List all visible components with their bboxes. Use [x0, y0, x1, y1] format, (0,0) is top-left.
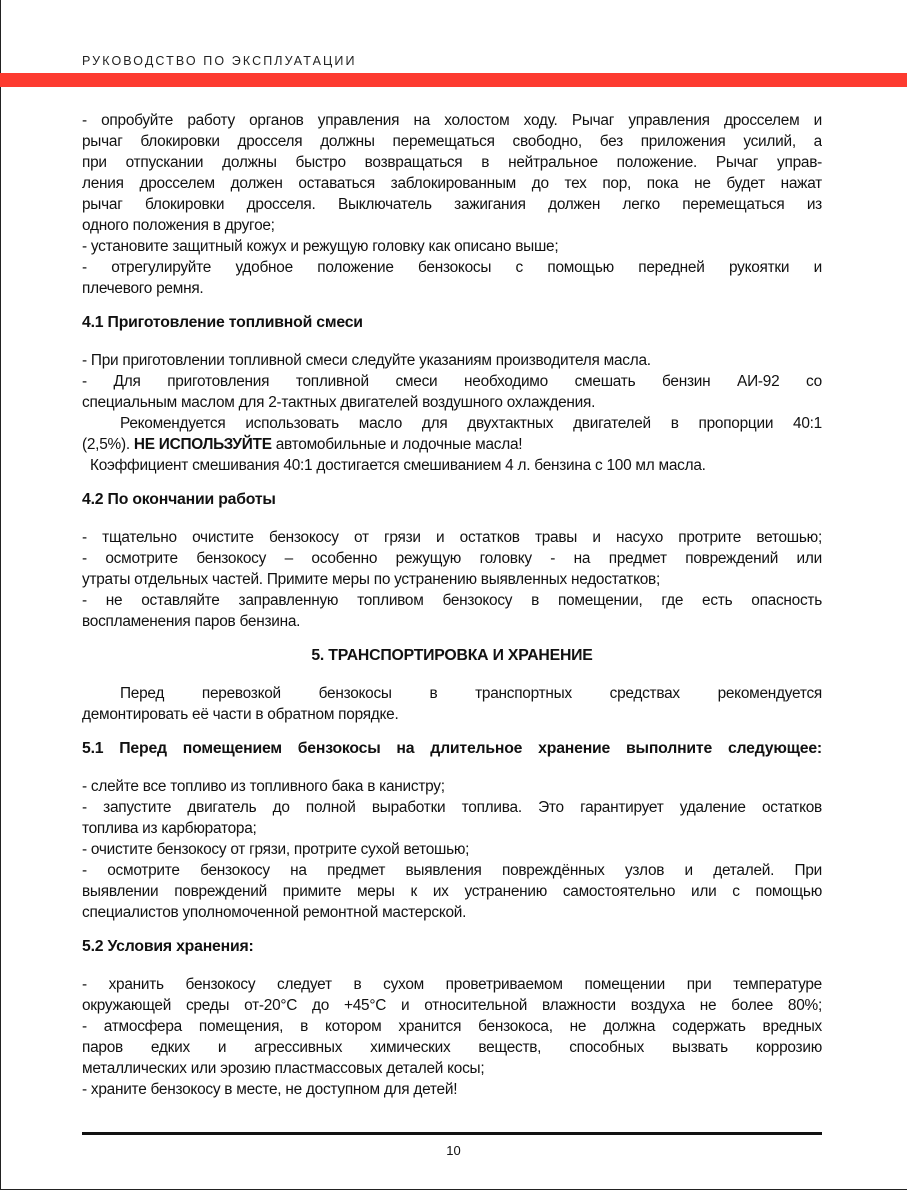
section-heading: 4.1 Приготовление топливной смеси	[82, 314, 363, 331]
text-line	[82, 434, 822, 455]
text-line: - отрегулируйте удобное положение бензокосы с помощью передней рукоятки и	[82, 259, 822, 276]
page-number: 10	[446, 1143, 461, 1158]
text-line: одного положения в другое;	[82, 217, 275, 234]
section-heading: 5.1 Перед помещением бензокосы на длительное хранение выполните следующее:	[82, 740, 822, 757]
text-line: паров едких и агрессивных химических веществ, способных вызвать коррозию	[82, 1039, 822, 1056]
text-line: воспламенения паров бензина.	[82, 613, 301, 630]
text-line: Коэффициент смешивания 40:1 достигается смешиванием 4 л. бензина с 100 мл масла.	[90, 457, 706, 474]
text-line: рычаг блокировки дросселя. Выключатель зажигания должен легко перемещаться из	[82, 196, 822, 213]
header-accent-bar	[0, 73, 907, 87]
text-line: при отпускании должны быстро возвращаться в нейтральное положение. Рычаг управ-	[82, 154, 822, 171]
text-line: - слейте все топливо из топливного бака в канистру;	[82, 778, 445, 795]
paragraph	[82, 527, 822, 632]
section-heading: 4.2 По окончании работы	[82, 491, 276, 508]
section-heading: 5.2 Условия хранения:	[82, 938, 254, 955]
text-line: - При приготовлении топливной смеси следуйте указаниям производителя масла.	[82, 352, 651, 369]
text-line: - осмотрите бензокосу на предмет выявления повреждённых узлов и деталей. При	[82, 862, 822, 879]
text-line: специальным маслом для 2-тактных двигателей воздушного охлаждения.	[82, 394, 596, 411]
text-line: - храните бензокосу в месте, не доступном для детей!	[82, 1081, 458, 1098]
text-line: - Для приготовления топливной смеси необходимо смешать бензин АИ-92 со	[82, 373, 822, 390]
text-line: Перед перевозкой бензокосы в транспортных средствах рекомендуется	[120, 685, 822, 702]
text-line: - хранить бензокосу следует в сухом проветриваемом помещении при температуре	[82, 976, 822, 993]
section-heading: 5. ТРАНСПОРТИРОВКА И ХРАНЕНИЕ	[311, 647, 593, 664]
text-line: - тщательно очистите бензокосу от грязи и остатков травы и насухо протрите ветошью;	[82, 529, 822, 546]
text-line: Рекомендуется использовать масло для двухтактных двигателей в пропорции 40:1	[120, 415, 822, 432]
text-line: - осмотрите бензокосу – особенно режущую головку - на предмет повреждений или	[82, 550, 822, 567]
paragraph	[82, 683, 822, 725]
text-line: - опробуйте работу органов управления на холостом ходу. Рычаг управления дросселем и	[82, 112, 822, 129]
paragraph	[82, 350, 822, 476]
text-line: плечевого ремня.	[82, 280, 204, 297]
text-line: металлических или эрозию пластмассовых деталей косы;	[82, 1060, 485, 1077]
text-line: рычаг блокировки дросселя должны перемещаться свободно, без приложения усилий, а	[82, 133, 822, 150]
document-body	[82, 110, 822, 1100]
text-line: выявлении повреждений примите меры к их устранению самостоятельно или с помощью	[82, 883, 822, 900]
paragraph	[82, 110, 822, 299]
paragraph	[82, 974, 822, 1100]
text-line: демонтировать её части в обратном порядке.	[82, 706, 399, 723]
text-line: утраты отдельных частей. Примите меры по устранению выявленных недостатков;	[82, 571, 661, 588]
text-line: - очистите бензокосу от грязи, протрите сухой ветошью;	[82, 841, 470, 858]
text-run: (2,5%).	[82, 436, 134, 453]
text-line: - атмосфера помещения, в котором хранится бензокоса, не должна содержать вредных	[82, 1018, 822, 1035]
text-line: ления дросселем должен оставаться заблокированным до тех пор, пока не будет нажат	[82, 175, 822, 192]
paragraph	[82, 776, 822, 923]
text-line: окружающей среды от-20°С до +45°С и относительной влажности воздуха не более 80%;	[82, 997, 822, 1014]
footer-rule	[82, 1132, 822, 1135]
text-line: - запустите двигатель до полной выработки топлива. Это гарантирует удаление остатков	[82, 799, 822, 816]
text-line: - не оставляйте заправленную топливом бензокосу в помещении, где есть опасность	[82, 592, 822, 609]
text-run: автомобильные и лодочные масла!	[271, 436, 523, 453]
running-header: РУКОВОДСТВО ПО ЭКСПЛУАТАЦИИ	[82, 54, 357, 68]
warning-emphasis: НЕ ИСПОЛЬЗУЙТЕ	[133, 436, 272, 453]
text-line: топлива из карбюратора;	[82, 820, 257, 837]
text-line: специалистов уполномоченной ремонтной мастерской.	[82, 904, 467, 921]
text-line: - установите защитный кожух и режущую головку как описано выше;	[82, 238, 559, 255]
